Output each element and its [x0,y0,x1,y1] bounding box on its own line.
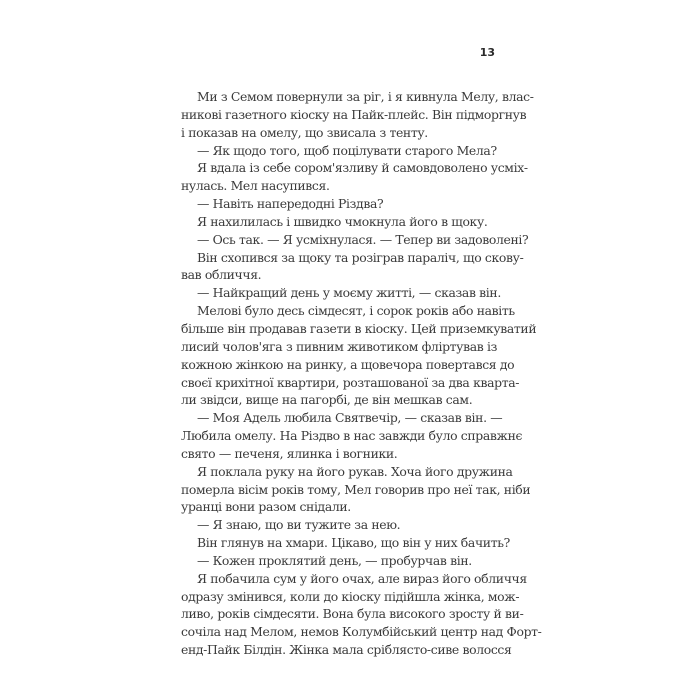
text-line: — Як щодо того, щоб поцілувати старого Мела? [197,142,497,158]
text-line: никові газетного кіоску на Пайк-плейс. Він підморгнув [181,106,527,122]
text-line: — Найкращий день у моєму житті, — сказав він. [197,285,501,301]
text-line: одразу змінився, коли до кіоску підійшла жінка, мож- [181,588,520,604]
text-line: — Моя Адель любила Святвечір, — сказав він. — [197,410,503,426]
text-line: свято — печеня, ялинка і вогники. [181,445,398,461]
text-line: більше він продавав газети в кіоску. Цей приземкуватий [181,320,537,336]
text-line: Любила омелу. На Різдво в нас завжди було справжнє [181,428,523,444]
text-line: ли звідси, вище на пагорбі, де він мешкав сам. [181,392,473,408]
text-line: Мелові було десь сімдесят, і сорок років або навіть [197,303,515,319]
text-line: Ми з Семом повернули за ріг, і я кивнула Мелу, влас- [197,89,534,104]
text-line: Він схопився за щоку та розіграв параліч, що скову- [197,249,524,265]
text-line: — Кожен проклятий день, — пробурчав він. [197,552,472,568]
text-line: нулась. Мел насупився. [181,178,330,194]
text-line: уранці вони разом снідали. [181,499,351,515]
page-number: 13 [479,46,495,59]
text-line: сочіла над Мелом, немов Колумбійський центр над Форт- [181,624,542,640]
text-line: Він глянув на хмари. Цікаво, що він у них бачить? [197,535,510,551]
text-line: Я вдала із себе сором'язливу й самовдоволено усміх- [197,160,528,176]
text-line: ливо, років сімдесяти. Вона була високого зросту й ви- [181,606,524,622]
text-line: і показав на омелу, що звисала з тенту. [181,124,428,140]
text-line: кожною жінкою на ринку, а щовечора повертався до [181,356,515,372]
text-line: — Я знаю, що ви тужите за нею. [197,517,401,533]
text-line: лисий чолов'яга з пивним животиком фліртував із [181,338,497,354]
text-line: Я поклала руку на його рукав. Хоча його дружина [197,463,513,479]
text-line: померла вісім років тому, Мел говорив про неї так, ніби [181,481,531,497]
body-text [181,88,542,659]
text-line: енд-Пайк Білдін. Жінка мала сріблясто-сиве волосся [181,642,512,658]
text-line: своєї крихітної квартири, розташованої за два кварта- [181,374,520,390]
text-line: Я нахилилась і швидко чмокнула його в щоку. [197,213,488,229]
text-line: — Навіть напередодні Різдва? [197,196,384,212]
text-line: Я побачила сум у його очах, але вираз його обличчя [197,570,527,586]
text-line: — Ось так. — Я усміхнулася. — Тепер ви задоволені? [197,231,529,247]
text-line: вав обличчя. [181,267,262,283]
